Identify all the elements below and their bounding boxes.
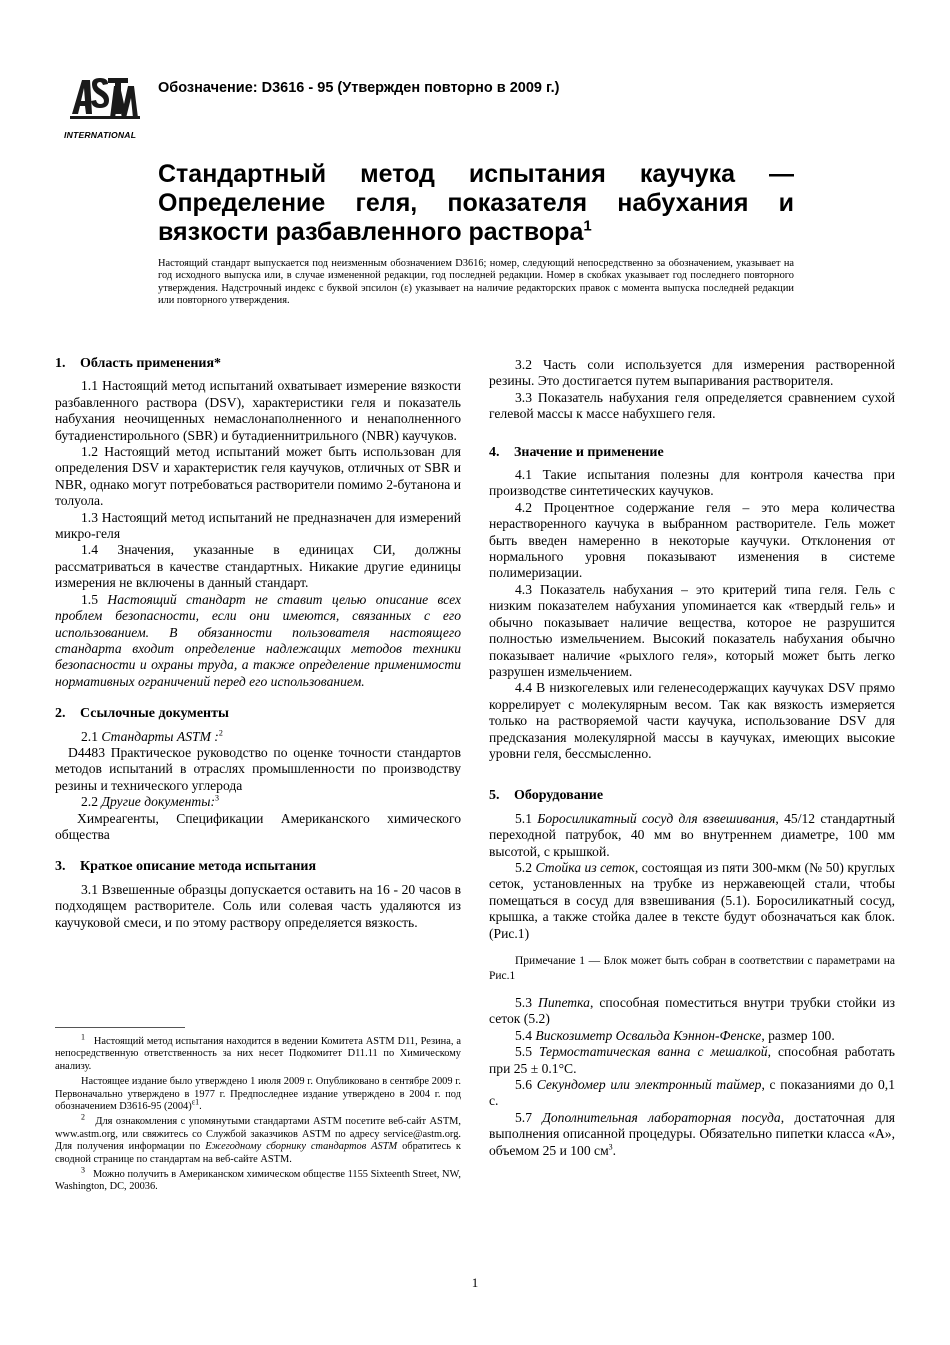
paragraph-1-4: 1.4 Значения, указанные в единицах СИ, должны рассматриваться в качестве стандартных. Никакие другие единицы измерения не включены в данный стандарт. xyxy=(55,542,461,591)
section-2-heading: 2. Ссылочные документы xyxy=(55,706,229,722)
paragraph-4-3: 4.3 Показатель набухания – это критерий типа геля. Гель с низким показателем набухания упоминается как «твердый гель» и обычно показывает наличие вещества, которое не разрушится полностью измельчением. Высокий показатель набухания обычно показывает наличие «рыхлого геля», который может быть легко разрушен измельчением. xyxy=(489,581,895,679)
page-number: 1 xyxy=(471,1275,479,1290)
paragraph-3-1: 3.1 Взвешенные образцы допускается оставить на 16 - 20 часов в подходящем растворителе. Соль или солевая часть удаляются из каучуковой смеси, и по этому раствору определяется вязкость. xyxy=(55,881,461,930)
section-5-heading: 5. Оборудование xyxy=(489,788,604,804)
paragraph-3-2: 3.2 Часть соли используется для измерения растворенной резины. Это достигается путем выпаривания растворителя. xyxy=(489,357,895,389)
footnote-3: $^3$ Можно получить в Американском химическом обществе 1155 Sixteenth Street, NW, Washington, DC, 20036. xyxy=(55,1165,461,1193)
paragraph-5-6: 5.6 Секундомер или электронный таймер, с показаниями до 0,1 с. xyxy=(489,1077,895,1109)
section-4-heading: 4. Значение и применение xyxy=(489,444,664,460)
paragraph-5-5: 5.5 Термостатическая ванна с мешалкой, способная работать при 25 ± 0.1°C. xyxy=(489,1044,895,1076)
paragraph-4-1: 4.1 Такие испытания полезны для контроля качества при производстве синтетических каучуков. xyxy=(489,467,895,499)
paragraph-3-3: 3.3 Показатель набухания геля определяется сравнением сухой гелевой массы к массе набухшего геля. xyxy=(489,389,895,422)
paragraph-5-1: 5.1 Боросиликатный сосуд для взвешивания, 45/12 стандартный переходной патрубок, 40 мм во внутреннем диаметре, 100 мм высотой, с крышкой. xyxy=(489,810,895,859)
designation: Обозначение: D3616 - 95 (Утвержден повторно в 2009 г.) xyxy=(158,80,560,96)
left-column xyxy=(55,356,461,931)
footnote-1: $^1$ Настоящий метод испытания находится в ведении Комитета ASTM D11, Резина, а непосредственную ответственность за них несет Подкомитет D11.11 по Химическому анализу. xyxy=(55,1032,462,1072)
standard-note: Настоящий стандарт выпускается под неизменным обозначением D3616; номер, следующий непосредственно за обозначением, указывает на год исходного выпуска или, в случае измененной редакции, год последней редакции. Номер в скобках указывает год последнего повторного утверждения. Надстрочный индекс с буквой эпсилон (ε) указывает на наличие редакторских правок с момента выпуска последней редакции или повторного утверждения. xyxy=(158,258,794,306)
logo-text: INTERNATIONAL xyxy=(64,130,137,140)
reference-acs: Химреагенты, Спецификации Американского химического общества xyxy=(55,810,461,842)
paragraph-4-2: 4.2 Процентное содержание геля – это мера количества нерастворенного каучука в выбранном растворителе. Гель может быть введен намеренно в некоторые каучуки. Отклонения от нормального уровня показывают изменения в системе полимеризации. xyxy=(489,499,895,581)
paragraph-1-3: 1.3 Настоящий метод испытаний не предназначен для измерений микро-геля xyxy=(55,509,461,542)
paragraph-2-2: 2.2 Другие документы:$^3$ xyxy=(81,793,219,810)
section-1-heading: 1. Область применения* xyxy=(55,356,222,371)
paragraph-5-3: 5.3 Пипетка, способная поместиться внутри трубки стойки из сеток (5.2) xyxy=(489,995,895,1027)
paragraph-1-5: 1.5 Настоящий стандарт не ставит целью описание всех проблем безопасности, если они имеются, связанных с его использованием. В обязанности пользователя настоящего стандарта входит определение надлежащих методов техники безопасности и охраны труда, а также определение применимости нормативных ограничений перед его использованием. xyxy=(55,591,462,689)
title-footnote-ref[interactable]: 1 xyxy=(583,217,592,235)
note-1: Примечание 1 — Блок может быть собран в соответствии с параметрами на Рис.1 xyxy=(489,955,895,982)
reference-d4483: D4483 Практическое руководство по оценке точности стандартов методов испытаний в отраслях промышленности по производству резины и технического углерода xyxy=(55,744,461,793)
document-title-text: Стандартный метод испытания каучука — Определение геля, показателя набухания и вязкости разбавленного раствора xyxy=(158,160,794,246)
footnote-divider xyxy=(55,1027,185,1028)
paragraph-5-4: 5.4 Вискозиметр Освальда Кэннон-Фенске, размер 100. xyxy=(515,1027,835,1043)
paragraph-4-4: 4.4 В низкогелевых или геленесодержащих каучуках DSV прямо коррелирует с молекулярным весом. Так как вязкость измеряется только на растворяемой части каучука, использование DSV для предсказания молекулярной массы в каучуках, имеющих высокие уровни геля, бессмысленно. xyxy=(489,680,895,761)
paragraph-1-2: 1.2 Настоящий метод испытаний может быть использован для определения DSV и характеристик геля каучуков, отличных от SBR и NBR, однако могут потребоваться растворители помимо 2-бутанона и толуола. xyxy=(55,444,461,509)
section-3-heading: 3. Краткое описание метода испытания xyxy=(55,859,317,875)
right-column xyxy=(489,357,895,1159)
footnote-2: $^2$ Для ознакомления с упомянутыми стандартами ASTM посетите веб-сайт ASTM, www.astm.org, или свяжитесь со Службой заказчиков ASTM по адресу service@astm.org. Для получения информации по Ежегодному сборнику стандартов ASTM обратитесь к сводной странице по стандартам на веб-сайте ASTM. xyxy=(55,1112,462,1165)
footnote-1-edition: Настоящее издание было утверждено 1 июля 2009 г. Опубликовано в сентябре 2009 г. Первоначально утверждено в 1977 г. Предпоследнее издание утверждено в 2004 г. под обозначением D3616-95 $(2004)^{\varepsilon 1}$. xyxy=(55,1076,461,1113)
paragraph-1-1: 1.1 Настоящий метод испытаний охватывает измерение вязкости разбавленного раствора (DSV), характеристики геля и показатель набухания неочищенных немаслонаполненного и ненаполненного бутадиенстирольного (SBR) и бутадиеннитрильного (NBR) каучуков. xyxy=(55,378,461,443)
paragraph-5-7: 5.7 Дополнительная лабораторная посуда, достаточная для выполнения описанной процедуры. Обязательно пипетки класса «А», объемом 25 и 100 $см^3$. xyxy=(489,1109,895,1158)
footnotes xyxy=(55,1032,462,1197)
document-title xyxy=(158,160,794,247)
paragraph-2-1: 2.1 Стандарты ASTM :$^2$ xyxy=(81,728,223,744)
astm-logo xyxy=(62,74,144,144)
paragraph-5-2: 5.2 Стойка из сеток, состоящая из пяти 300-мкм (№ 50) круглых сеток, установленных на трубке из нержавеющей стали, чтобы помещаться в сосуд для взвешивания (5.1). Боросиликатный сосуд, крышка, а также стойка далее в тексте будут обозначаться как блок. (Рис.1) xyxy=(489,859,895,941)
